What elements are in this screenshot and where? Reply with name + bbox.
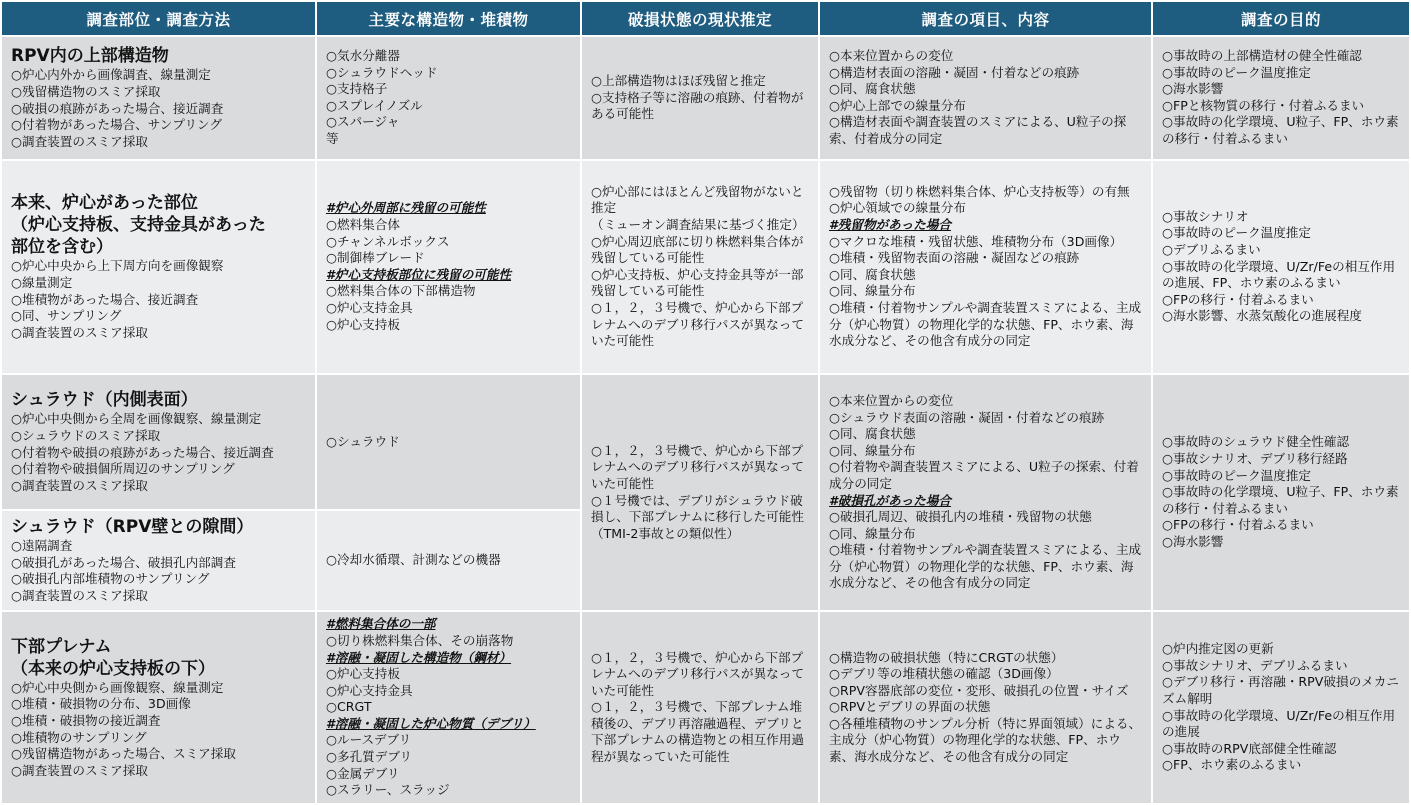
survey-item: ○同、腐食状態 — [829, 426, 916, 442]
location-method: ○調査装置のスミア採取 — [11, 762, 148, 778]
location-cell — [2, 375, 315, 509]
location-cell — [2, 511, 315, 610]
survey-cell — [820, 161, 1151, 373]
location-method: ○炉心中央側から全周を画像観察、線量測定 — [11, 411, 262, 427]
damage-state-cell — [582, 37, 818, 159]
header-row — [2, 2, 1409, 35]
location-method: ○残留構造物のスミア採取 — [11, 83, 161, 99]
location-cell — [2, 612, 315, 803]
damage-state-text: ○１，２，３号機で、下部プレナム堆積後の、デブリ再溶融過程、デブリと下部プレナムの構造物との相互作用過程が異なっていた可能性 — [591, 699, 804, 765]
survey-item: ○シュラウド表面の溶融・凝固・付着などの痕跡 — [829, 409, 1105, 425]
purpose-cell — [1153, 37, 1409, 159]
purpose-item: ○海水影響、水蒸気酸化の進展程度 — [1162, 308, 1362, 324]
structure-item: ○スパージャ — [326, 114, 400, 130]
structure-item: ○ルースデブリ — [326, 732, 412, 748]
structure-item: ○多孔質デブリ — [326, 749, 413, 765]
survey-item: ○同、腐食状態 — [829, 266, 916, 282]
survey-item: ○RPVとデブリの界面の状態 — [829, 699, 991, 715]
survey-item: ○各種堆積物のサンプル分析（特に界面領域）による、主成分（炉心物質）の物理化学的な状態、FP、ホウ素、海水成分など、その他含有成分の同定 — [829, 715, 1142, 765]
header-purpose: 調査の目的 — [1153, 2, 1409, 35]
structures-cell — [317, 375, 580, 509]
damage-state-text: ○支持格子等に溶融の痕跡、付着物がある可能性 — [591, 89, 804, 122]
damage-state-text: ○炉心周辺底部に切り株燃料集合体が残留している可能性 — [591, 233, 804, 266]
survey-heading: #破損孔があった場合 — [829, 492, 951, 508]
location-method: ○同、サンプリング — [11, 308, 122, 324]
survey-heading: #残留物があった場合 — [829, 217, 951, 233]
survey-item: ○堆積・付着物サンプルや調査装置スミアによる、主成分（炉心物質）の物理化学的な状態、FP、ホウ素、海水成分など、その他含有成分の同定 — [829, 299, 1142, 349]
purpose-item: ○デブリ移行・再溶融・RPV破損のメカニズム解明 — [1162, 674, 1399, 706]
purpose-item: ○事故時のピーク温度推定 — [1162, 64, 1312, 80]
structure-heading: #溶融・凝固した構造物（鋼材） — [326, 649, 512, 665]
damage-state-cell — [582, 375, 818, 610]
location-title: シュラウド（RPV壁との隙間） — [11, 517, 254, 538]
damage-state-text: （TMI-2事故との類似性） — [591, 525, 740, 541]
location-method: ○炉心中央から上下周方向を画像観察 — [11, 258, 224, 274]
structure-item: ○冷却水循環、計測などの機器 — [326, 552, 501, 568]
survey-item: ○破損孔周辺、破損孔内の堆積・残留物の状態 — [829, 509, 1092, 525]
structure-heading: #炉心外周部に残留の可能性 — [326, 200, 486, 216]
location-method: ○炉心内外から画像調査、線量測定 — [11, 67, 211, 83]
structure-item: 等 — [326, 131, 339, 147]
survey-cell — [820, 612, 1151, 803]
location-title: 本来、炉心があった部位 — [11, 193, 198, 214]
purpose-cell — [1153, 375, 1409, 610]
row-shroud-inner — [2, 375, 1409, 509]
structures-cell — [317, 37, 580, 159]
purpose-item: ○事故シナリオ、デブリ移行経路 — [1162, 451, 1348, 467]
location-method: ○付着物があった場合、サンプリング — [11, 117, 222, 133]
structure-item: ○燃料集合体 — [326, 217, 400, 233]
survey-item: ○堆積・付着物サンプルや調査装置スミアによる、主成分（炉心物質）の物理化学的な状態、FP、ホウ素、海水成分など、その他含有成分の同定 — [829, 542, 1142, 591]
location-cell — [2, 37, 315, 159]
location-method: ○付着物や破損個所周辺のサンプリング — [11, 461, 235, 477]
survey-item: ○マクロな堆積・残留状態、堆積物分布（3D画像） — [829, 233, 1123, 249]
structure-item: ○シュラウド — [326, 433, 400, 449]
location-method: ○破損の痕跡があった場合、接近調査 — [11, 100, 224, 116]
damage-state-text: ○炉心支持板、炉心支持金具等が一部残留している可能性 — [591, 266, 804, 299]
location-title: RPV内の上部構造物 — [11, 46, 169, 67]
header-location-method: 調査部位・調査方法 — [2, 2, 315, 35]
row-core-region — [2, 161, 1409, 373]
damage-state-text: （ミューオン調査結果に基づく推定） — [591, 217, 805, 233]
survey-item: ○構造材表面の溶融・凝固・付着などの痕跡 — [829, 64, 1080, 80]
purpose-item: ○FPの移行・付着ふるまい — [1162, 291, 1314, 307]
damage-state-text: ○炉心部にはほとんど残留物がないと推定 — [591, 183, 804, 216]
location-title: シュラウド（内側表面） — [11, 390, 198, 411]
purpose-item: ○事故時のRPV底部健全性確認 — [1162, 740, 1337, 756]
structure-item: ○金属デブリ — [326, 765, 400, 781]
survey-item: ○構造物の破損状態（特にCRGTの状態） — [829, 649, 1064, 665]
purpose-item: ○デブリふるまい — [1162, 241, 1261, 257]
location-method: ○シュラウドのスミア採取 — [11, 427, 161, 443]
location-title: （本来の炉心支持板の下） — [11, 658, 215, 679]
structures-cell — [317, 612, 580, 803]
structure-heading: #燃料集合体の一部 — [326, 616, 436, 632]
purpose-item: ○事故時の化学環境、U/Zr/Feの相互作用の進展 — [1162, 707, 1396, 740]
structures-cell — [317, 511, 580, 610]
purpose-item: ○事故時の化学環境、U粒子、FP、ホウ素の移行・付着ふるまい — [1162, 484, 1399, 516]
location-method: ○遠隔調査 — [11, 538, 73, 554]
structure-item: ○シュラウドヘッド — [326, 64, 438, 80]
structure-heading: #炉心支持板部位に残留の可能性 — [326, 266, 512, 282]
damage-state-text: ○１，２，３号機で、炉心から下部プレナムへのデブリ移行パスが異なっていた可能性 — [591, 442, 804, 491]
purpose-cell — [1153, 161, 1409, 373]
structure-item: ○炉心支持金具 — [326, 682, 413, 698]
header-damage-state: 破損状態の現状推定 — [582, 2, 818, 35]
location-method: ○堆積・破損物の分布、3D画像 — [11, 696, 191, 712]
location-method: ○堆積・破損物の接近調査 — [11, 713, 161, 728]
location-method: ○堆積物のサンプリング — [11, 729, 147, 745]
purpose-cell — [1153, 612, 1409, 803]
structure-item: ○気水分離器 — [326, 48, 400, 64]
survey-item: ○同、線量分布 — [829, 283, 916, 299]
location-method: ○調査装置のスミア採取 — [11, 477, 148, 493]
structure-item: ○スラリー、スラッジ — [326, 782, 450, 798]
survey-item: ○炉心領域での線量分布 — [829, 200, 966, 216]
location-method: ○調査装置のスミア採取 — [11, 588, 148, 604]
survey-item: ○同、線量分布 — [829, 442, 916, 458]
location-title: 部位を含む） — [11, 237, 113, 258]
survey-item: ○付着物や調査装置スミアによる、U粒子の探索、付着成分の同定 — [829, 459, 1139, 491]
purpose-item: ○海水影響 — [1162, 81, 1224, 97]
location-title: 下部プレナム — [11, 636, 112, 657]
purpose-item: ○事故時のピーク温度推定 — [1162, 467, 1312, 483]
header-survey-items: 調査の項目、内容 — [820, 2, 1151, 35]
location-method: ○炉心中央側から画像観察、線量測定 — [11, 679, 224, 695]
damage-state-text: ○１号機では、デブリがシュラウド破損し、下部プレナムに移行した可能性 — [591, 492, 804, 525]
survey-cell — [820, 37, 1151, 159]
survey-item: ○残留物（切り株燃料集合体、炉心支持板等）の有無 — [829, 183, 1130, 199]
purpose-item: ○事故時の上部構造材の健全性確認 — [1162, 48, 1362, 64]
damage-state-text: ○１，２，３号機で、炉心から下部プレナムへのデブリ移行パスが異なっていた可能性 — [591, 299, 804, 349]
location-method: ○破損孔があった場合、破損孔内部調査 — [11, 554, 236, 570]
location-method: ○堆積物があった場合、接近調査 — [11, 291, 199, 307]
damage-state-cell — [582, 161, 818, 373]
survey-item: ○同、腐食状態 — [829, 81, 916, 97]
purpose-item: ○事故時の化学環境、U粒子、FP、ホウ素の移行・付着ふるまい — [1162, 114, 1399, 147]
purpose-item: ○海水影響 — [1162, 534, 1224, 549]
purpose-item: ○FP、ホウ素のふるまい — [1162, 757, 1302, 773]
header-structures: 主要な構造物・堆積物 — [317, 2, 580, 35]
damage-state-text: ○上部構造物はほぼ残留と推定 — [591, 72, 766, 88]
structure-item: ○燃料集合体の下部構造物 — [326, 283, 476, 299]
purpose-item: ○FPと核物質の移行・付着ふるまい — [1162, 97, 1365, 113]
structures-cell — [317, 161, 580, 373]
location-method: ○線量測定 — [11, 274, 73, 290]
location-method: ○付着物や破損の痕跡があった場合、接近調査 — [11, 444, 274, 460]
structure-item: ○CRGT — [326, 699, 372, 715]
row-upper-structures — [2, 37, 1409, 159]
location-method: ○調査装置のスミア採取 — [11, 324, 148, 340]
purpose-item: ○事故時のシュラウド健全性確認 — [1162, 434, 1350, 450]
damage-state-text: ○１，２，３号機で、炉心から下部プレナムへのデブリ移行パスが異なっていた可能性 — [591, 649, 804, 698]
damage-state-cell — [582, 612, 818, 803]
structure-item: ○炉心支持金具 — [326, 299, 413, 315]
structure-heading: #溶融・凝固した炉心物質（デブリ） — [326, 715, 536, 731]
purpose-item: ○事故シナリオ — [1162, 208, 1249, 224]
purpose-item: ○事故時の化学環境、U/Zr/Feの相互作用の進展、FP、ホウ素のふるまい — [1162, 258, 1396, 291]
structure-item: ○スプレイノズル — [326, 97, 423, 113]
location-method: ○残留構造物があった場合、スミア採取 — [11, 746, 236, 762]
location-title: （炉心支持板、支持金具があった — [11, 215, 266, 236]
structure-item: ○切り株燃料集合体、その崩落物 — [326, 632, 514, 648]
structure-item: ○支持格子 — [326, 81, 388, 97]
survey-item: ○本来位置からの変位 — [829, 48, 954, 64]
location-method: ○調査装置のスミア採取 — [11, 133, 148, 149]
survey-item: ○同、線量分布 — [829, 525, 916, 541]
structure-item: ○炉心支持板 — [326, 316, 400, 332]
survey-item: ○デブリ等の堆積状態の確認（3D画像） — [829, 666, 1059, 682]
survey-item: ○本来位置からの変位 — [829, 392, 954, 408]
location-method: ○破損孔内部堆積物のサンプリング — [11, 571, 210, 587]
purpose-item: ○事故時のピーク温度推定 — [1162, 225, 1312, 241]
survey-item: ○RPV容器底部の変位・変形、破損孔の位置・サイズ — [829, 682, 1129, 698]
structure-item: ○炉心支持板 — [326, 666, 400, 682]
purpose-item: ○FPの移行・付着ふるまい — [1162, 517, 1314, 533]
structure-item: ○チャンネルボックス — [326, 233, 450, 249]
survey-item: ○構造材表面や調査装置のスミアによる、U粒子の探索、付着成分の同定 — [829, 114, 1127, 147]
location-cell — [2, 161, 315, 373]
structure-item: ○制御棒ブレード — [326, 250, 425, 266]
row-lower-plenum — [2, 612, 1409, 803]
survey-cell — [820, 375, 1151, 610]
purpose-item: ○炉内推定図の更新 — [1162, 641, 1274, 657]
survey-item: ○炉心上部での線量分布 — [829, 97, 966, 113]
purpose-item: ○事故シナリオ、デブリふるまい — [1162, 657, 1348, 673]
survey-item: ○堆積・残留物表面の溶融・凝固などの痕跡 — [829, 250, 1080, 266]
